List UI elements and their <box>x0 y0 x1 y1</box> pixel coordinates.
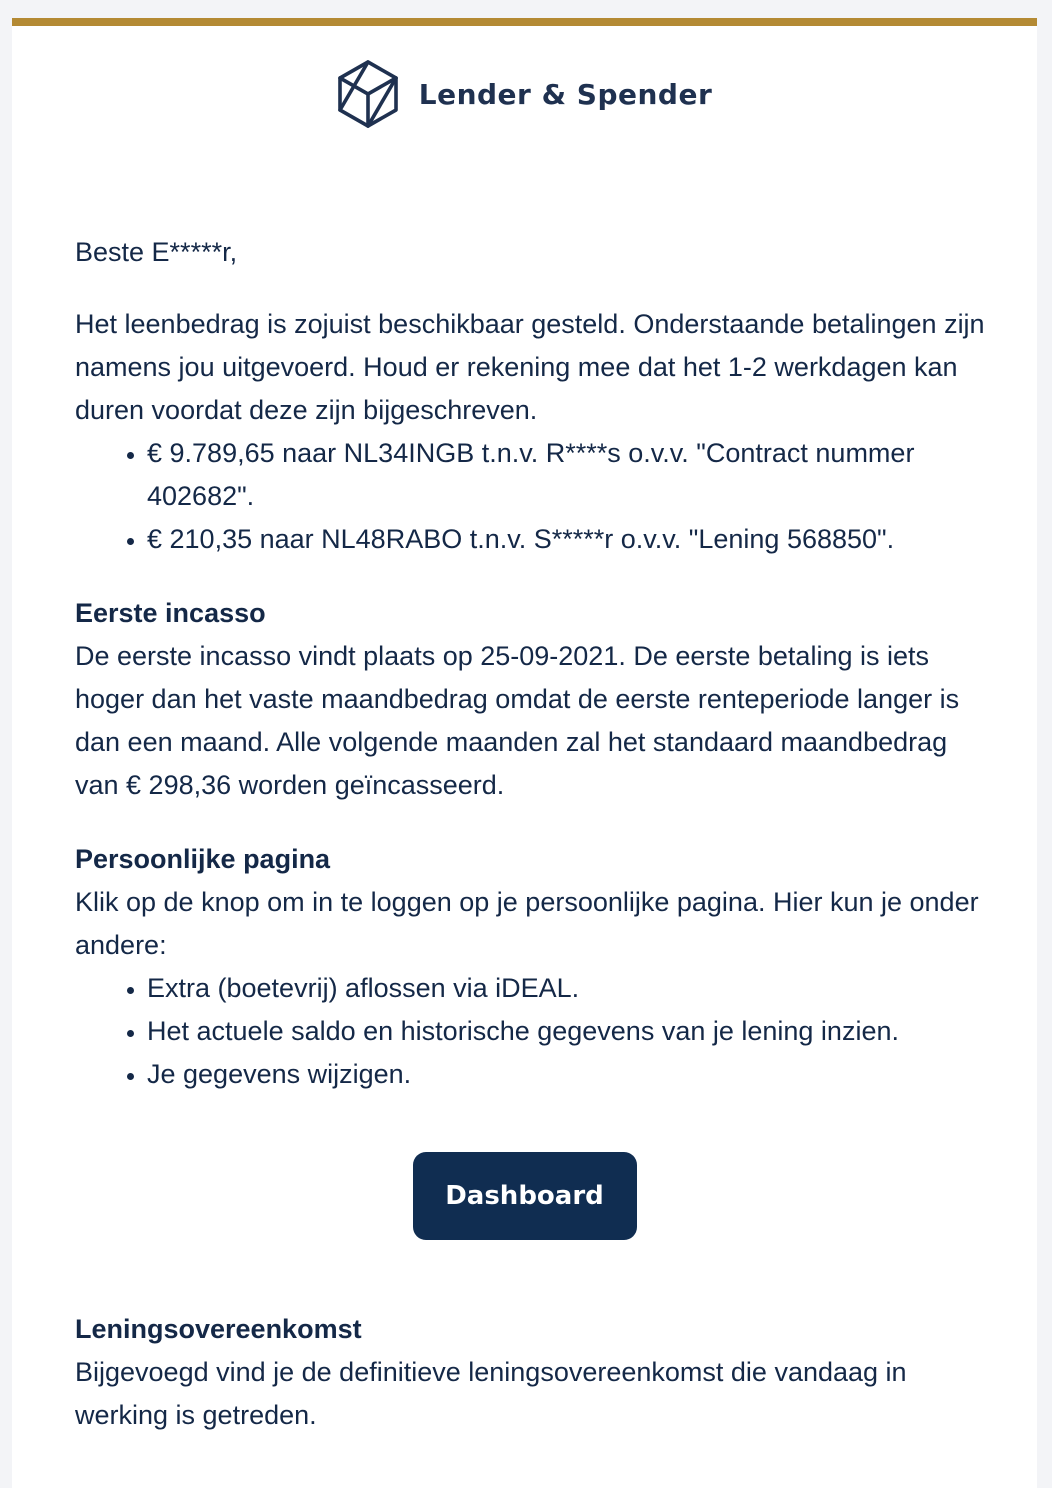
email-header <box>12 54 1037 134</box>
payment-item: • € 9.789,65 naar NL34INGB t.n.v. R****s o.v.v. "Contract nummer 402682". <box>147 432 995 518</box>
personal-page-heading: Persoonlijke pagina <box>75 844 331 874</box>
agreement-heading: Leningsovereenkomst <box>75 1314 362 1344</box>
cube-logo-icon <box>337 59 399 129</box>
email-card <box>12 18 1037 1488</box>
agreement-paragraph: Bijgevoegd vind je de definitieve leningsovereenkomst die vandaag in werking is getreden. <box>75 1357 907 1430</box>
incasso-paragraph: De eerste incasso vindt plaats op 25-09-2021. De eerste betaling is iets hoger dan het vaste maandbedrag omdat de eerste renteperiode langer is dan een maand. Alle volgende maanden zal het standaard maandbedrag van € 298,36 worden geïncasseerd. <box>75 641 960 800</box>
button-row <box>12 1152 1037 1240</box>
brand-name: Lender & Spender <box>418 77 713 111</box>
personal-page-paragraph: Klik op de knop om in te loggen op je persoonlijke pagina. Hier kun je onder andere: <box>75 887 979 960</box>
payments-list <box>75 432 995 561</box>
greeting: Beste E*****r, <box>75 237 238 267</box>
dashboard-button[interactable]: Dashboard <box>413 1152 637 1240</box>
brand-logo[interactable] <box>337 59 713 129</box>
personal-page-list <box>75 967 995 1096</box>
email-body <box>75 231 995 1437</box>
personal-page-item: • Extra (boetevrij) aflossen via iDEAL. <box>147 967 995 1010</box>
payment-item: • € 210,35 naar NL48RABO t.n.v. S*****r o.v.v. "Lening 568850". <box>147 518 995 561</box>
incasso-heading: Eerste incasso <box>75 598 266 628</box>
personal-page-item: • Je gegevens wijzigen. <box>147 1053 995 1096</box>
personal-page-item: • Het actuele saldo en historische gegevens van je lening inzien. <box>147 1010 995 1053</box>
intro-paragraph: Het leenbedrag is zojuist beschikbaar gesteld. Onderstaande betalingen zijn namens jou uitgevoerd. Houd er rekening mee dat het 1-2 werkdagen kan duren voordat deze zijn bijgeschreven. <box>75 309 985 425</box>
